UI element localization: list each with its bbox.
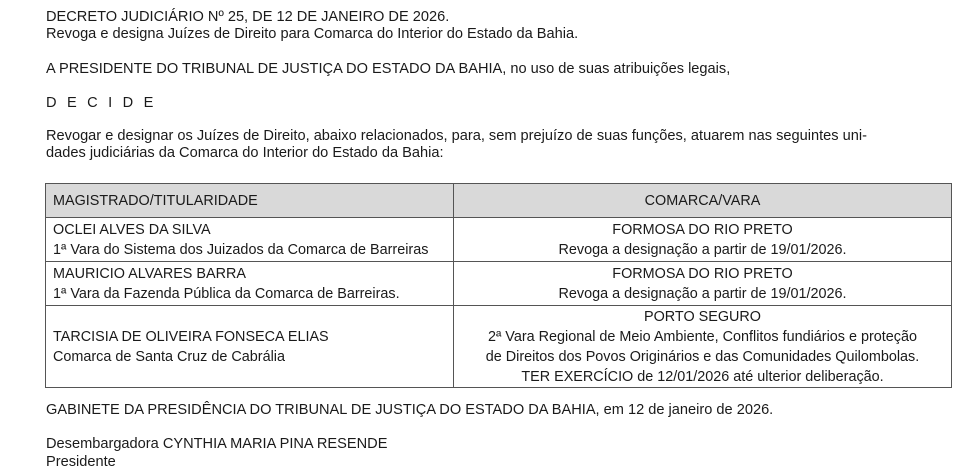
table-row (46, 218, 952, 262)
magistrate-name: TARCISIA DE OLIVEIRA FONSECA ELIAS (53, 328, 329, 345)
comarca-cell (454, 306, 952, 388)
comarca-detail: 2ª Vara Regional de Meio Ambiente, Conflitos fundiários e proteção (487, 328, 918, 345)
assignment-table (45, 183, 952, 388)
comarca-note: Revoga a designação a partir de 19/01/2026. (558, 285, 847, 302)
magistrate-cell (46, 306, 454, 388)
signature-role: Presidente (46, 454, 116, 470)
comarca-cell (454, 262, 952, 306)
body-line-1: Revogar e designar os Juízes de Direito, abaixo relacionados, para, sem prejuízo de suas funções, atuarem nas seguintes uni- (46, 128, 867, 144)
comarca-cell (454, 218, 952, 262)
comarca-detail: de Direitos dos Povos Originários e das Comunidades Quilombolas. (485, 348, 920, 365)
signature-name: Desembargadora CYNTHIA MARIA PINA RESENDE (46, 436, 388, 452)
decree-title: DECRETO JUDICIÁRIO Nº 25, DE 12 DE JANEIRO DE 2026. (46, 9, 450, 25)
magistrate-cell (46, 218, 454, 262)
magistrate-cell (46, 262, 454, 306)
comarca-name: FORMOSA DO RIO PRETO (612, 265, 793, 282)
decide-heading: D E C I D E (46, 95, 157, 111)
table-header-row (46, 184, 952, 218)
table-row (46, 262, 952, 306)
magistrate-titularity: 1ª Vara do Sistema dos Juizados da Comarca de Barreiras (53, 241, 429, 258)
preamble: A PRESIDENTE DO TRIBUNAL DE JUSTIÇA DO ESTADO DA BAHIA, no uso de suas atribuições legais, (46, 61, 731, 77)
header-magistrate: MAGISTRADO/TITULARIDADE (46, 184, 454, 218)
comarca-name: PORTO SEGURO (643, 308, 761, 325)
header-comarca: COMARCA/VARA (454, 184, 952, 218)
comarca-note: Revoga a designação a partir de 19/01/2026. (558, 241, 847, 258)
magistrate-name: OCLEI ALVES DA SILVA (53, 221, 211, 238)
table-row (46, 306, 952, 388)
comarca-name: FORMOSA DO RIO PRETO (612, 221, 793, 238)
comarca-note: TER EXERCÍCIO de 12/01/2026 até ulterior deliberação. (521, 368, 884, 385)
body-line-2: dades judiciárias da Comarca do Interior do Estado da Bahia: (46, 145, 444, 161)
closing-statement: GABINETE DA PRESIDÊNCIA DO TRIBUNAL DE JUSTIÇA DO ESTADO DA BAHIA, em 12 de janeiro de 2026. (46, 402, 774, 418)
magistrate-titularity: Comarca de Santa Cruz de Cabrália (53, 348, 285, 365)
magistrate-titularity: 1ª Vara da Fazenda Pública da Comarca de Barreiras. (53, 285, 400, 302)
magistrate-name: MAURICIO ALVARES BARRA (53, 265, 246, 282)
decree-subtitle: Revoga e designa Juízes de Direito para Comarca do Interior do Estado da Bahia. (46, 26, 579, 42)
